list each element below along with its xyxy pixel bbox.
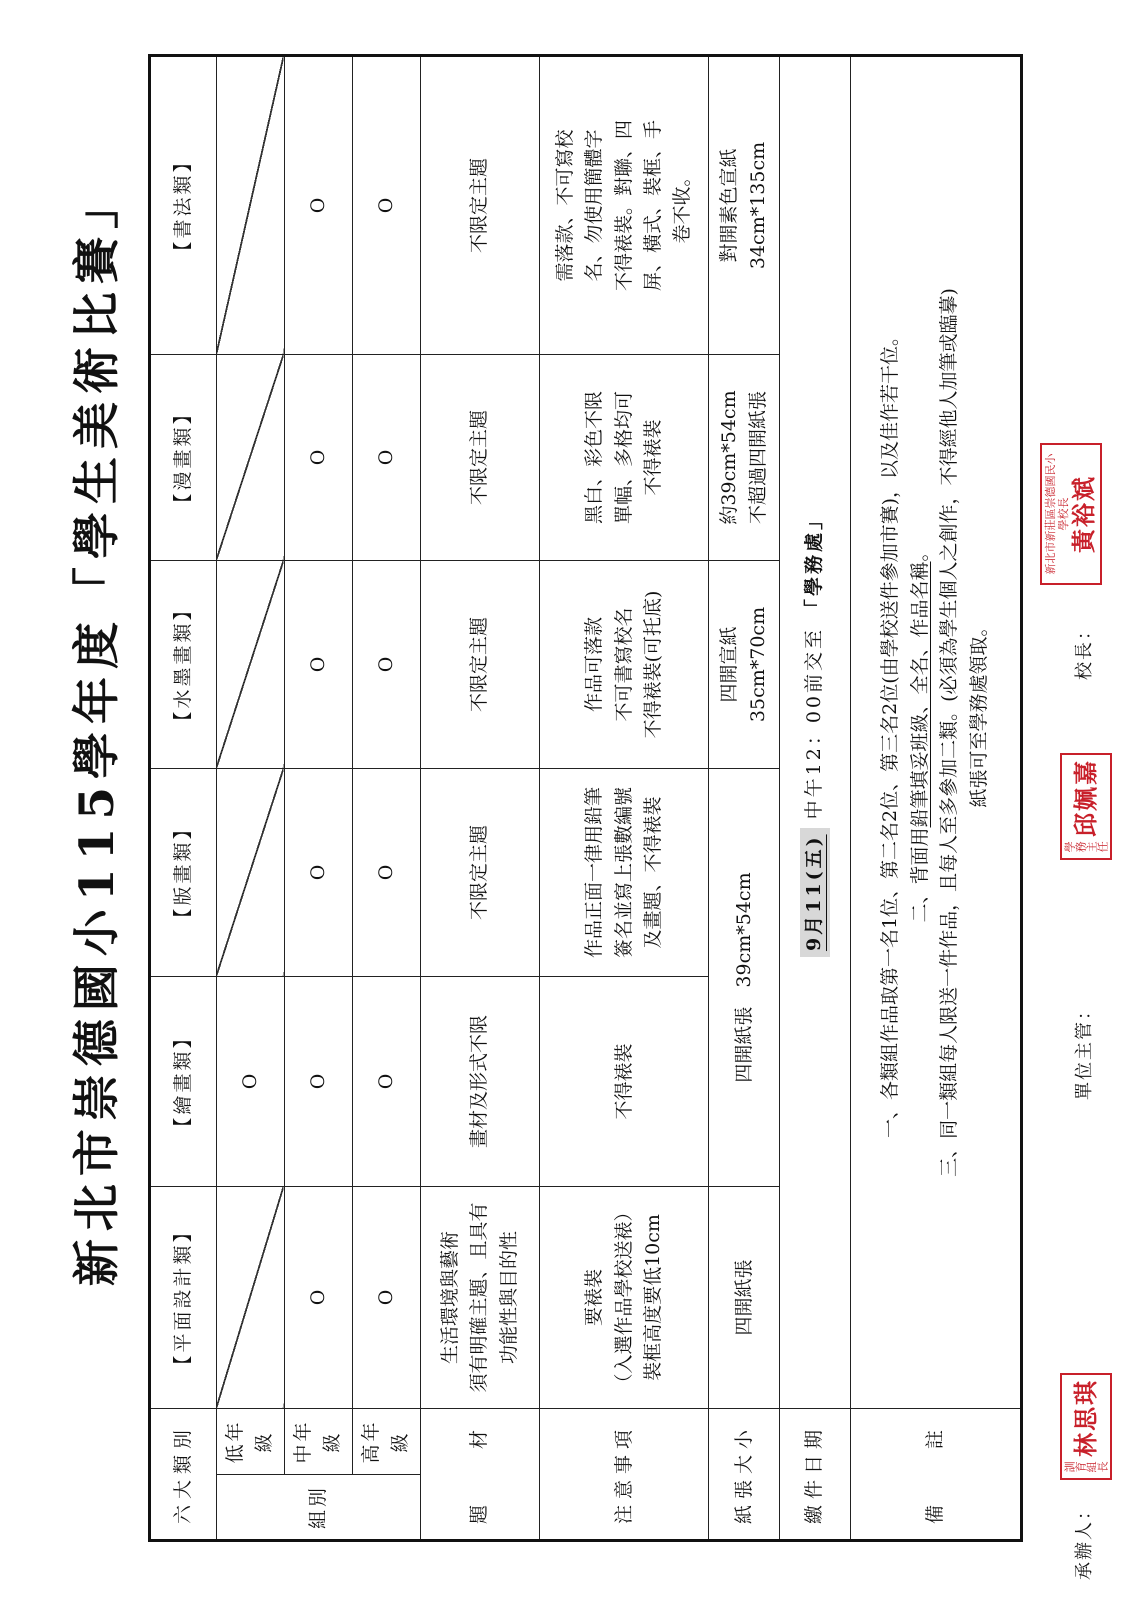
subject-ink: 不限定主題 [421, 560, 540, 768]
grade-mid-print: O [285, 768, 353, 976]
notes-label: 注意事項 [540, 1408, 709, 1540]
supervisor-stamp-name: 邱姵嘉 [1071, 758, 1101, 837]
grade-row-low [216, 55, 285, 1540]
remarks-text [850, 55, 1021, 1408]
paper-ink: 四開宣紙 35cm*70cm [709, 560, 780, 768]
supervisor-label: 單位主管： [1074, 1000, 1095, 1100]
remark-1: 一、各類組作品取第一名1位、第二名2位、第三名2位(由學校送件參加市賽)，以及佳作若干位。 [879, 326, 902, 1139]
remark-2-pre: 二、背面用 [908, 827, 931, 923]
page-title: 新北市崇德國小115學年度「學生美術比賽」 [70, 173, 125, 1287]
principal-stamp-title: 新北市新莊區崇德國民小學校長 [1044, 453, 1071, 575]
grade-low-print [216, 768, 285, 976]
principal-label: 校長： [1074, 620, 1095, 680]
category-calligraphy: 【書法類】 [150, 55, 217, 354]
grade-high-painting: O [352, 976, 421, 1186]
remark-2 [906, 61, 935, 1404]
remarks-label: 備 註 [850, 1408, 1021, 1540]
supervisor-stamp [1060, 753, 1112, 860]
grade-low-painting: O [216, 976, 285, 1186]
remark-4: 紙張可至學務處領取。 [967, 617, 990, 808]
notes-ink: 作品可落款 不可書寫校名 不得裱裝(可托底) [540, 560, 709, 768]
principal-stamp [1040, 443, 1102, 585]
subject-label: 題 材 [421, 1408, 540, 1540]
organizer-label: 承辦人： [1074, 1500, 1095, 1580]
paper-row [709, 55, 780, 1540]
paper-painting-print: 四開紙張 39cm*54cm [709, 768, 780, 1186]
grade-row-mid [285, 55, 353, 1540]
deadline-row [780, 55, 851, 1540]
notes-print: 作品正面一律用鉛筆 簽名並寫上張數編號 及畫題、不得裱裝 [540, 768, 709, 976]
category-row [150, 55, 217, 1540]
paper-calligraphy: 對開素色宣紙 34cm*135cm [709, 55, 780, 354]
principal-stamp-name: 黃裕斌 [1069, 475, 1099, 553]
category-header: 六大類別 [150, 1408, 217, 1540]
remark-2-underlined: 鉛筆填妥班級、全名、作品名稱 [908, 561, 931, 828]
grade-mid: 中年級 [285, 1408, 353, 1474]
grade-high-calligraphy: O [352, 55, 421, 354]
deadline-office: 「學務處」 [803, 507, 826, 618]
remarks-row [850, 55, 1021, 1540]
grade-low-ink [216, 560, 285, 768]
grade-high-design: O [352, 1186, 421, 1408]
grade-row-high [352, 55, 421, 1540]
grade-mid-calligraphy: O [285, 55, 353, 354]
competition-table [148, 54, 1023, 1542]
subject-print: 不限定主題 [421, 768, 540, 976]
grade-high-comic: O [352, 354, 421, 560]
notes-design: 要裱裝 （入選作品學校送裱） 裝框高度要低10cm [540, 1186, 709, 1408]
category-ink: 【水墨畫類】 [150, 560, 217, 768]
group-label: 組別 [216, 1475, 421, 1541]
organizer-stamp [1060, 1373, 1112, 1480]
organizer-stamp-title: 訓育組長 [1064, 1460, 1108, 1474]
deadline-date: 9月11(五) [800, 828, 829, 957]
category-print: 【版畫類】 [150, 768, 217, 976]
remark-3: 三、同一類組每人限送一件作品，且每人至多參加二類。(必須為學生個人之創作，不得經他人加筆或臨摹) [938, 288, 961, 1177]
grade-mid-painting: O [285, 976, 353, 1186]
grade-low-comic [216, 354, 285, 560]
subject-row [421, 55, 540, 1540]
grade-mid-design: O [285, 1186, 353, 1408]
subject-comic: 不限定主題 [421, 354, 540, 560]
notes-comic: 黑白、彩色不限 單幅、多格均可 不得裱裝 [540, 354, 709, 560]
notes-painting: 不得裱裝 [540, 976, 709, 1186]
notes-row [540, 55, 709, 1540]
supervisor-stamp-title: 學務主任 [1064, 840, 1108, 854]
grade-mid-ink: O [285, 560, 353, 768]
category-comic: 【漫畫類】 [150, 354, 217, 560]
category-painting: 【繪畫類】 [150, 976, 217, 1186]
paper-comic: 約39cm*54cm 不超過四開紙張 [709, 354, 780, 560]
grade-low-calligraphy [216, 55, 285, 354]
paper-label: 紙張大小 [709, 1408, 780, 1540]
subject-design: 生活環境與藝術 須有明確主題、且具有 功能性與目的性 [421, 1186, 540, 1408]
notes-calligraphy: 需落款、不可寫校 名、勿使用簡體字 不得裱裝。對聯、四 屏、橫式、裝框、手 卷不收。 [540, 55, 709, 354]
remark-2-post: 。 [908, 542, 931, 562]
grade-high: 高年級 [352, 1408, 421, 1474]
category-design: 【平面設計類】 [150, 1186, 217, 1408]
deadline-value [780, 55, 851, 1408]
subject-calligraphy: 不限定主題 [421, 55, 540, 354]
grade-low-design [216, 1186, 285, 1408]
grade-high-ink: O [352, 560, 421, 768]
paper-design: 四開紙張 [709, 1186, 780, 1408]
grade-mid-comic: O [285, 354, 353, 560]
grade-high-print: O [352, 768, 421, 976]
subject-painting: 畫材及形式不限 [421, 976, 540, 1186]
organizer-stamp-name: 林思琪 [1071, 1378, 1101, 1457]
grade-low: 低年級 [216, 1408, 285, 1474]
deadline-label: 繳件日期 [780, 1408, 851, 1540]
deadline-time: 中午12：00前交至 [803, 627, 826, 820]
